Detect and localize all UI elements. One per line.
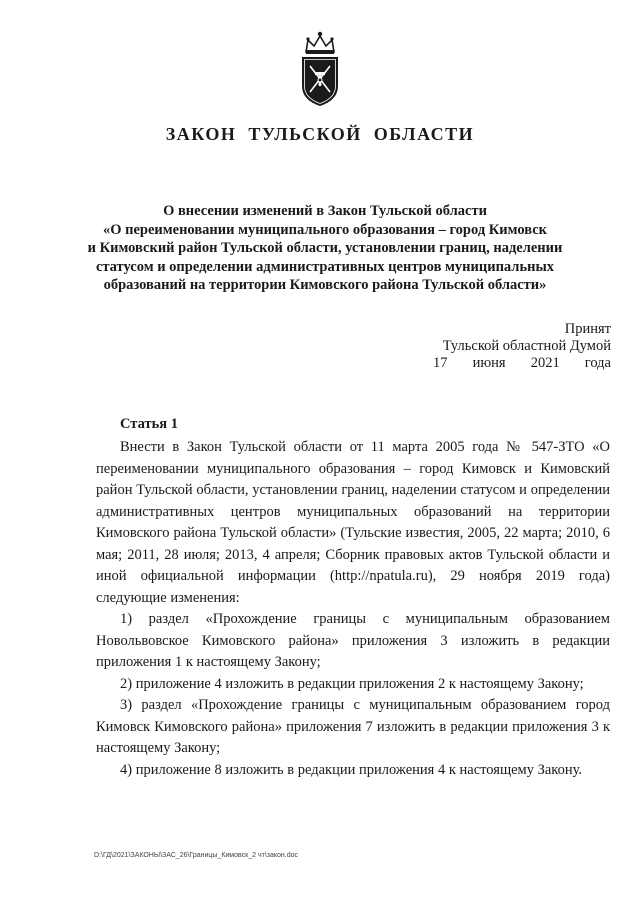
file-path-footer: D:\ГД\2021\ЗАКОНЫ\ЗАС_26\Границы_Кимовск_2 чт\закон.doc: [94, 852, 298, 859]
adoption-block: [433, 321, 611, 372]
adoption-date: [433, 355, 611, 372]
adoption-year: 2021: [530, 355, 560, 371]
subject-line: статусом и определении административных центров муниципальных: [95, 258, 555, 275]
adoption-day: 17: [433, 355, 448, 371]
amendment-item: 3) раздел «Прохождение границы с муниципальным образованием город Кимовск Кимовского района» приложения 7 изложить в редакции приложения 3 к настоящему Закону;: [96, 697, 610, 756]
adopted-label: Принят: [564, 321, 611, 337]
article-paragraph: Внести в Закон Тульской области от 11 марта 2005 года № 547-ЗТО «О переименовании муниципального образования – город Кимовск и Кимовский район Тульской области, установлении границ, наделении статусом и определении административных центров муниципальных образований на территории Кимовского района Тульской области» (Тульские известия, 2005, 22 марта; 2010, 6 мая; 2011, 28 июля; 2013, 4 апреля; Сборник правовых актов Тульской области и иной официальной информации (http://npatula.ru), 29 ноября 2019 года) следующие изменения:: [96, 439, 610, 606]
subject-line: «О переименовании муниципального образования – город Кимовск: [102, 221, 548, 238]
tula-coat-of-arms-icon: [290, 28, 350, 108]
subject-line: образований на территории Кимовского района Тульской области»: [103, 277, 547, 293]
amendment-item: 4) приложение 8 изложить в редакции приложения 4 к настоящему Закону.: [120, 761, 583, 778]
law-subject: [60, 202, 590, 295]
adoption-month: июня: [472, 355, 506, 371]
subject-line: О внесении изменений в Закон Тульской области: [163, 203, 487, 219]
adoption-year-word: года: [584, 355, 611, 371]
amendment-item: 1) раздел «Прохождение границы с муниципальным образованием Новольвовское Кимовского района» приложения 3 изложить в редакции приложения 1 к настоящему Закону;: [96, 611, 610, 670]
article-body: [96, 437, 610, 781]
law-title: ЗАКОН ТУЛЬСКОЙ ОБЛАСТИ: [165, 124, 475, 144]
adopted-by: Тульской областной Думой: [442, 338, 611, 354]
amendment-item: 2) приложение 4 изложить в редакции приложения 2 к настоящему Закону;: [120, 675, 584, 692]
subject-line: и Кимовский район Тульской области, установлении границ, наделении: [87, 240, 563, 256]
article-heading: Статья 1: [120, 416, 178, 432]
